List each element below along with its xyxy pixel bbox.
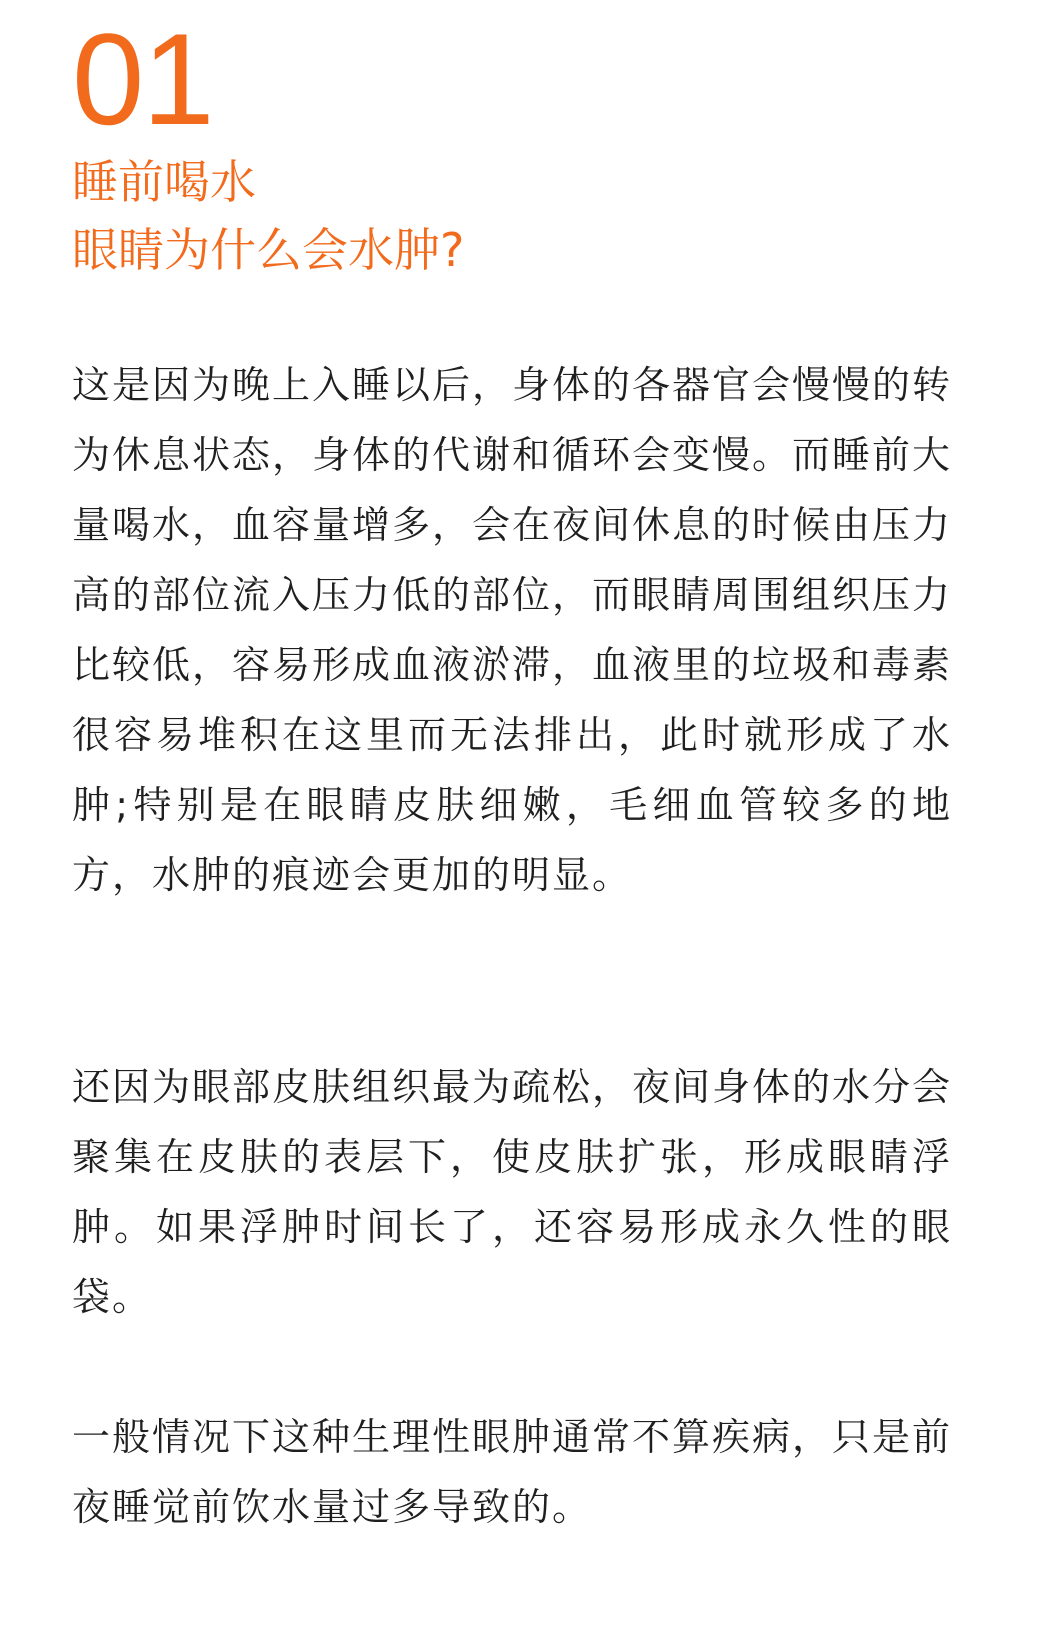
section-number: 01 xyxy=(72,6,213,152)
paragraph-2: 还因为眼部皮肤组织最为疏松，夜间身体的水分会聚集在皮肤的表层下，使皮肤扩张，形成眼睛浮肿。如果浮肿时间长了，还容易形成永久性的眼袋。 xyxy=(72,1065,953,1319)
section-title-line-1: 睡前喝水 xyxy=(72,155,256,209)
paragraph-3: 一般情况下这种生理性眼肿通常不算疾病，只是前夜睡觉前饮水量过多导致的。 xyxy=(72,1415,953,1529)
section-title xyxy=(72,148,464,284)
paragraph-1: 这是因为晚上入睡以后，身体的各器官会慢慢的转为休息状态，身体的代谢和循环会变慢。而睡前大量喝水，血容量增多，会在夜间休息的时候由压力高的部位流入压力低的部位，而眼睛周围组织压力比较低，容易形成血液淤滞，血液里的垃圾和毒素很容易堆积在这里而无法排出，此时就形成了水肿;特别是在眼睛皮肤细嫩，毛细血管较多的地方，水肿的痕迹会更加的明显。 xyxy=(72,363,953,897)
section-title-line-2: 眼睛为什么会水肿? xyxy=(72,223,465,277)
